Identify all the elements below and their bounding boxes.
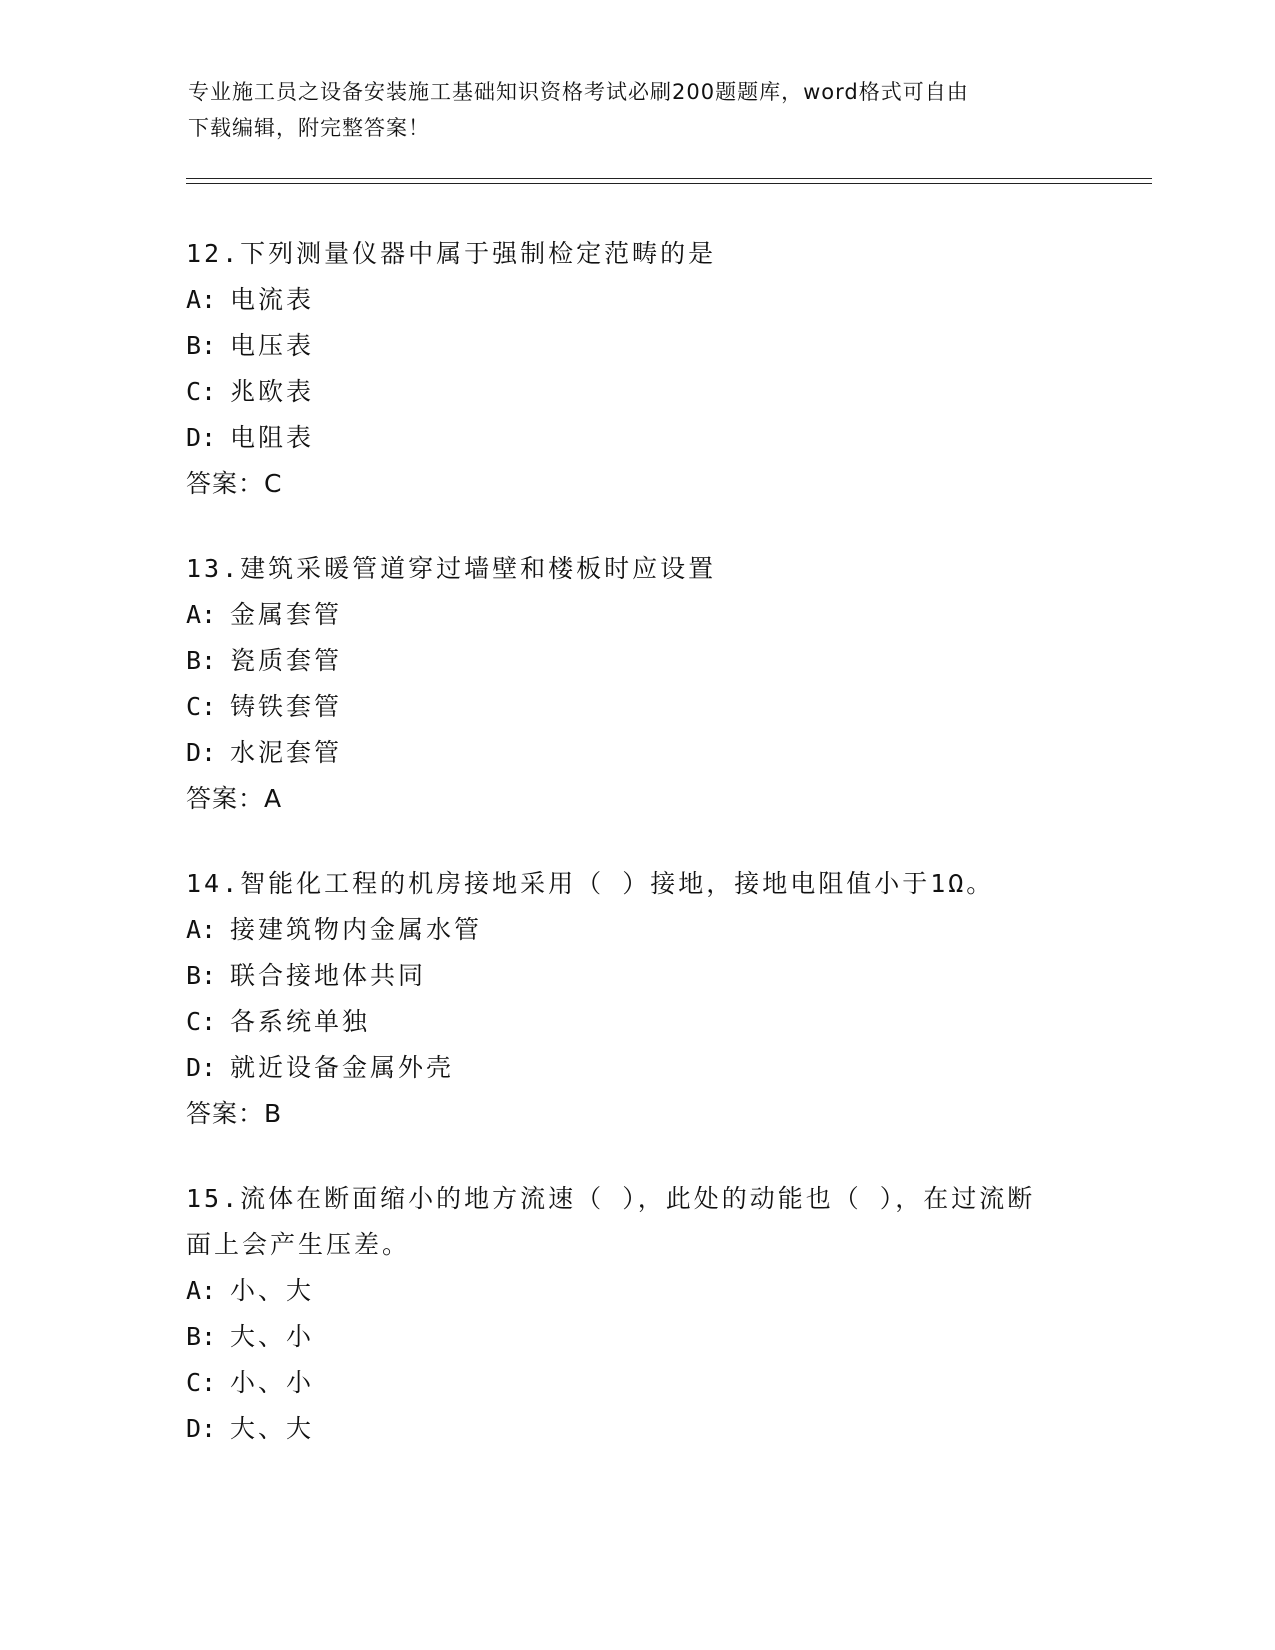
- option-letter: A:: [186, 600, 217, 629]
- option-a: [186, 1268, 1086, 1314]
- option-letter: C:: [186, 1007, 217, 1036]
- option-a: [186, 277, 1086, 323]
- option-text: 电阻表: [230, 423, 315, 452]
- answer-label: 答案：C: [186, 469, 283, 498]
- option-letter: A:: [186, 1276, 217, 1305]
- option-d: [186, 1045, 1086, 1091]
- option-text: 小、小: [230, 1368, 315, 1397]
- option-letter: B:: [186, 331, 217, 360]
- option-letter: B:: [186, 961, 217, 990]
- option-text: 瓷质套管: [230, 646, 343, 675]
- question-12: [186, 231, 1086, 507]
- option-letter: D:: [186, 738, 217, 767]
- option-text: 接建筑物内金属水管: [230, 915, 483, 944]
- option-text: 铸铁套管: [230, 692, 343, 721]
- option-c: [186, 999, 1086, 1045]
- option-letter: D:: [186, 423, 217, 452]
- option-text: 联合接地体共同: [230, 961, 427, 990]
- option-text: 小、大: [230, 1276, 315, 1305]
- option-letter: C:: [186, 692, 217, 721]
- document-header: [188, 74, 1088, 146]
- question-title: 14.智能化工程的机房接地采用（ ）接地，接地电阻值小于1Ω。: [186, 869, 995, 898]
- header-line-1: 专业施工员之设备安装施工基础知识资格考试必刷200题题库，word格式可自由: [188, 80, 969, 104]
- question-13: [186, 546, 1086, 822]
- option-text: 兆欧表: [230, 377, 315, 406]
- option-letter: B:: [186, 646, 217, 675]
- answer-label: 答案：B: [186, 1099, 283, 1128]
- question-title-line-2: 面上会产生压差。: [186, 1230, 411, 1259]
- option-text: 大、小: [230, 1322, 315, 1351]
- option-letter: A:: [186, 285, 217, 314]
- option-c: [186, 1360, 1086, 1406]
- option-letter: B:: [186, 1322, 217, 1351]
- option-b: [186, 638, 1086, 684]
- option-d: [186, 1406, 1086, 1452]
- option-text: 水泥套管: [230, 738, 343, 767]
- option-letter: A:: [186, 915, 217, 944]
- option-text: 大、大: [230, 1414, 315, 1443]
- question-title-line-1: 15.流体在断面缩小的地方流速（ ），此处的动能也（ ），在过流断: [186, 1184, 1036, 1213]
- question-15: [186, 1176, 1086, 1452]
- option-c: [186, 369, 1086, 415]
- option-text: 电流表: [230, 285, 315, 314]
- header-line-2: 下载编辑，附完整答案！: [188, 116, 430, 140]
- option-letter: D:: [186, 1414, 217, 1443]
- option-text: 各系统单独: [230, 1007, 371, 1036]
- question-title: 12.下列测量仪器中属于强制检定范畴的是: [186, 239, 717, 268]
- header-divider-bottom: [186, 183, 1152, 184]
- option-d: [186, 730, 1086, 776]
- option-c: [186, 684, 1086, 730]
- option-b: [186, 1314, 1086, 1360]
- option-text: 电压表: [230, 331, 315, 360]
- option-letter: C:: [186, 377, 217, 406]
- option-d: [186, 415, 1086, 461]
- option-letter: C:: [186, 1368, 217, 1397]
- option-b: [186, 953, 1086, 999]
- option-letter: D:: [186, 1053, 217, 1082]
- option-text: 金属套管: [230, 600, 343, 629]
- answer-label: 答案：A: [186, 784, 283, 813]
- option-a: [186, 907, 1086, 953]
- option-text: 就近设备金属外壳: [230, 1053, 455, 1082]
- question-title: 13.建筑采暖管道穿过墙壁和楼板时应设置: [186, 554, 717, 583]
- question-14: [186, 861, 1086, 1137]
- header-divider-top: [186, 178, 1152, 179]
- option-b: [186, 323, 1086, 369]
- option-a: [186, 592, 1086, 638]
